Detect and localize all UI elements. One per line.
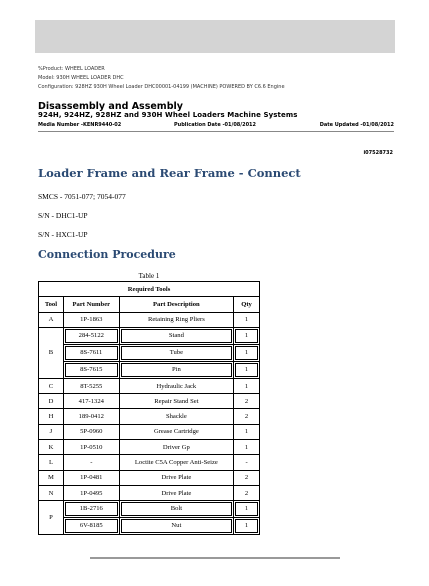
table-row: [39, 361, 260, 378]
tool-cell: B: [39, 327, 64, 378]
part-description-cell: [119, 361, 233, 378]
part-number-cell: [63, 501, 119, 518]
table-row: [39, 327, 260, 344]
part-description-cell: Drive Plate: [119, 485, 233, 500]
part-description-value: Pin: [121, 363, 232, 377]
column-header-qty: Qty: [234, 297, 260, 312]
tool-cell: P: [39, 501, 64, 535]
column-header-part-description: Part Description: [119, 297, 233, 312]
qty-cell: [234, 361, 260, 378]
part-number-cell: 189-0412: [63, 409, 119, 424]
table-row: [39, 440, 260, 455]
document-id: i07528732: [363, 150, 393, 156]
part-number-value: 8S-7611: [65, 346, 118, 360]
part-description-value: Nut: [121, 519, 232, 533]
table-header-row: [39, 297, 260, 312]
part-number-cell: [63, 327, 119, 344]
qty-cell: 1: [234, 424, 260, 439]
part-number-cell: 1P-1863: [63, 312, 119, 327]
tool-cell: A: [39, 312, 64, 327]
part-description-cell: Retaining Ring Pliers: [119, 312, 233, 327]
publication-date: Publication Date -01/08/2012: [174, 122, 257, 128]
model-line: Model: 930H WHEEL LOADER DHC: [38, 75, 124, 81]
table-row: [39, 470, 260, 485]
part-number-value: 1B-2716: [65, 502, 118, 516]
part-number-cell: [63, 361, 119, 378]
section-heading: Loader Frame and Rear Frame - Connect: [38, 166, 301, 180]
document-title: Disassembly and Assembly: [38, 101, 183, 112]
qty-value: 1: [235, 346, 258, 360]
qty-cell: 1: [234, 440, 260, 455]
qty-value: 1: [235, 363, 258, 377]
qty-cell: 2: [234, 409, 260, 424]
header-banner: [35, 20, 395, 53]
table-row: [39, 424, 260, 439]
qty-cell: [234, 344, 260, 361]
procedure-heading: Connection Procedure: [38, 248, 176, 261]
part-description-cell: Grease Cartridge: [119, 424, 233, 439]
part-description-value: Stand: [121, 329, 232, 343]
date-updated: Date Updated -01/08/2012: [319, 122, 394, 128]
table-row: [39, 312, 260, 327]
table-caption: Table 1: [138, 272, 160, 280]
column-header-tool: Tool: [39, 297, 64, 312]
qty-cell: 2: [234, 394, 260, 409]
part-number-cell: 1P-0495: [63, 485, 119, 500]
part-number-cell: [63, 518, 119, 535]
qty-cell: 1: [234, 378, 260, 393]
part-number-cell: 1P-0481: [63, 470, 119, 485]
serial-number-2: S/N - HXC1-UP: [38, 230, 88, 239]
qty-cell: [234, 327, 260, 344]
qty-cell: 1: [234, 312, 260, 327]
table-row: [39, 455, 260, 470]
tool-cell: N: [39, 485, 64, 500]
part-description-cell: [119, 327, 233, 344]
footer-divider: [90, 557, 340, 559]
part-description-cell: Driver Gp: [119, 440, 233, 455]
part-number-cell: 8T-5255: [63, 378, 119, 393]
tool-cell: L: [39, 455, 64, 470]
qty-cell: [234, 501, 260, 518]
product-line: %Product: WHEEL LOADER: [38, 66, 105, 72]
tool-cell: H: [39, 409, 64, 424]
part-number-value: 284-5122: [65, 329, 118, 343]
part-number-value: 8S-7615: [65, 363, 118, 377]
part-number-cell: [63, 344, 119, 361]
tool-cell: M: [39, 470, 64, 485]
media-number: Media Number -KENR9440-02: [38, 122, 122, 128]
table-row: [39, 518, 260, 535]
qty-value: 1: [235, 329, 258, 343]
qty-cell: -: [234, 455, 260, 470]
part-description-cell: Repair Stand Set: [119, 394, 233, 409]
table-row: [39, 485, 260, 500]
qty-cell: 2: [234, 485, 260, 500]
info-divider: [38, 131, 394, 132]
part-description-cell: [119, 518, 233, 535]
part-description-value: Bolt: [121, 502, 232, 516]
table-row: [39, 344, 260, 361]
part-number-cell: 1P-0510: [63, 440, 119, 455]
part-description-value: Tube: [121, 346, 232, 360]
tool-cell: J: [39, 424, 64, 439]
part-number-cell: -: [63, 455, 119, 470]
part-description-cell: Loctite C5A Copper Anti-Seize: [119, 455, 233, 470]
tool-cell: D: [39, 394, 64, 409]
qty-value: 1: [235, 502, 258, 516]
part-description-cell: Hydraulic Jack: [119, 378, 233, 393]
table-title: Required Tools: [39, 282, 260, 297]
part-description-cell: Drive Plate: [119, 470, 233, 485]
qty-value: 1: [235, 519, 258, 533]
qty-cell: 2: [234, 470, 260, 485]
table-row: [39, 378, 260, 393]
table-row: [39, 501, 260, 518]
qty-cell: [234, 518, 260, 535]
table-row: [39, 394, 260, 409]
configuration-line: Configuration: 928HZ 930H Wheel Loader DHC00001-04199 (MACHINE) POWERED BY C6.6 Engine: [38, 84, 285, 90]
part-description-cell: Shackle: [119, 409, 233, 424]
part-description-cell: [119, 344, 233, 361]
part-number-cell: 5P-0960: [63, 424, 119, 439]
column-header-part-number: Part Number: [63, 297, 119, 312]
part-number-value: 6V-8185: [65, 519, 118, 533]
tool-cell: C: [39, 378, 64, 393]
smcs-code: SMCS - 7051-077; 7054-077: [38, 192, 126, 201]
serial-number-1: S/N - DHC1-UP: [38, 211, 88, 220]
part-number-cell: 417-1324: [63, 394, 119, 409]
required-tools-table: [38, 281, 260, 535]
tool-cell: K: [39, 440, 64, 455]
document-subtitle: 924H, 924HZ, 928HZ and 930H Wheel Loaders Machine Systems: [38, 111, 298, 119]
table-row: [39, 409, 260, 424]
part-description-cell: [119, 501, 233, 518]
